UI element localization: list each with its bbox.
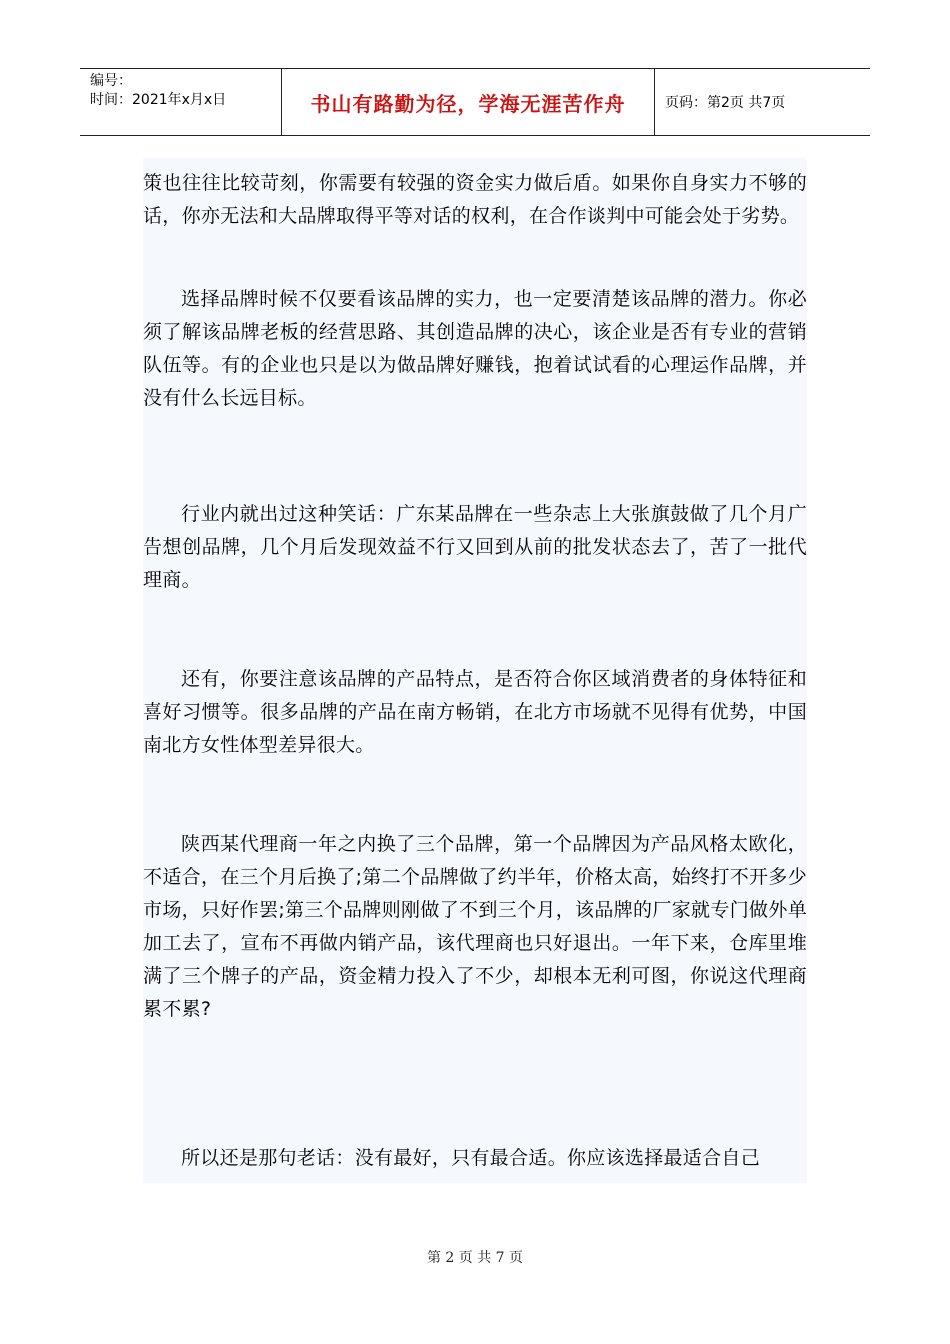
body-paragraph: 行业内就出过这种笑话：广东某品牌在一些杂志上大张旗鼓做了几个月广告想创品牌，几个月后发现效益不行又回到从前的批发状态去了，苦了一批代理商。: [143, 503, 807, 591]
document-header: [80, 68, 870, 136]
page-footer: 第 2 页 共 7 页: [426, 1250, 524, 1266]
body-paragraph: 选择品牌时候不仅要看该品牌的实力，也一定要清楚该品牌的潜力。你必须了解该品牌老板的经营思路、其创造品牌的决心，该企业是否有专业的营销队伍等。有的企业也只是以为做品牌好赚钱，抱着试试看的心理运作品牌，并没有什么长远目标。: [143, 288, 807, 409]
body-paragraph: 还有，你要注意该品牌的产品特点，是否符合你区域消费者的身体特征和喜好习惯等。很多品牌的产品在南方畅销，在北方市场就不见得有优势，中国南北方女性体型差异很大。: [143, 668, 807, 756]
body-paragraph: 所以还是那句老话：没有最好，只有最合适。你应该选择最适合自己: [181, 1147, 761, 1169]
document-date: 时间：2021年x月x日: [90, 92, 227, 108]
document-number: 编号：: [90, 73, 132, 89]
header-page-cell: [655, 69, 870, 135]
motto-text: 书山有路勤为径，学海无涯苦作舟: [310, 91, 626, 116]
page-code: 页码：第2页 共7页: [665, 95, 786, 111]
header-motto-cell: [282, 69, 655, 135]
body-paragraph: 陕西某代理商一年之内换了三个品牌，第一个品牌因为产品风格太欧化，不适合，在三个月后换了;第二个品牌做了约半年，价格太高，始终打不开多少市场，只好作罢;第三个品牌则刚做了不到三个月，该品牌的厂家就专门做外单加工去了，宣布不再做内销产品，该代理商也只好退出。一年下来，仓库里堆满了三个牌子的产品，资金精力投入了不少，却根本无利可图，你说这代理商累不累?: [143, 833, 807, 1020]
header-meta-cell: [80, 69, 282, 135]
body-paragraph: 策也往往比较苛刻，你需要有较强的资金实力做后盾。如果你自身实力不够的话，你亦无法和大品牌取得平等对话的权利，在合作谈判中可能会处于劣势。: [143, 172, 807, 227]
